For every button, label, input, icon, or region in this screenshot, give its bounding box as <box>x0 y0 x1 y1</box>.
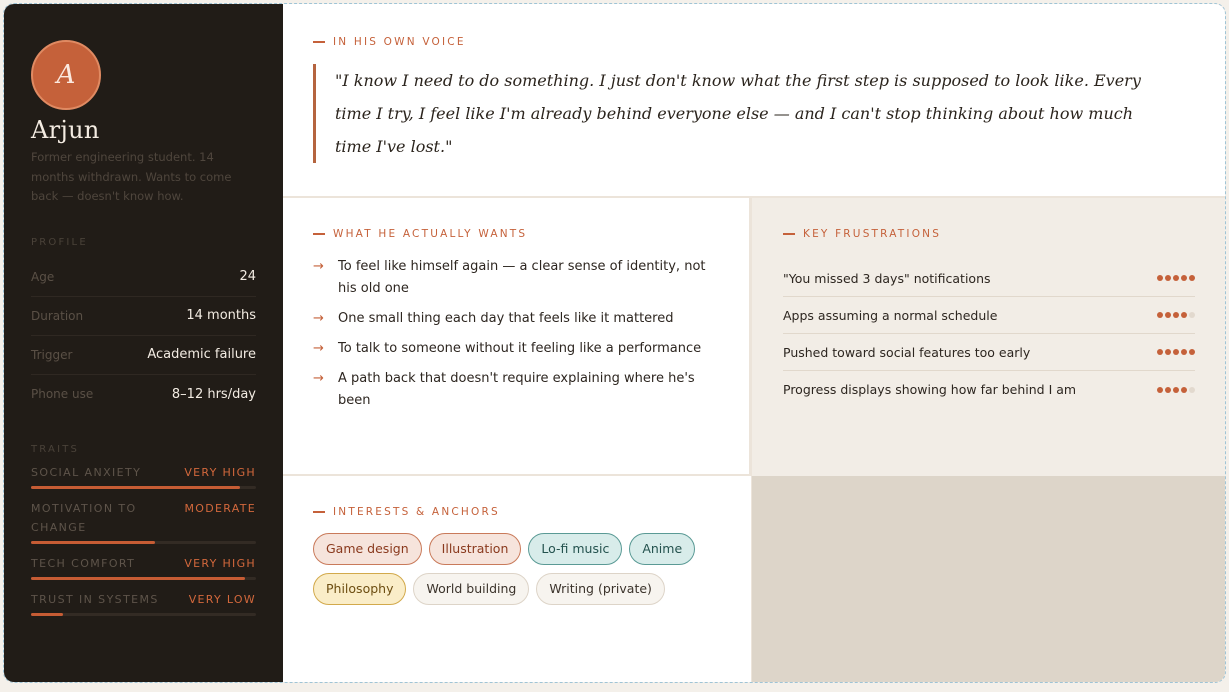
trait-bar <box>31 541 256 544</box>
frustrations-kicker: KEY FRUSTRATIONS <box>783 228 1195 240</box>
dash-icon <box>783 233 795 235</box>
interest-tag: Writing (private) <box>536 573 665 605</box>
interests-kicker: INTERESTS & ANCHORS <box>313 506 721 518</box>
wants-list <box>313 256 719 412</box>
trait-bar <box>31 486 256 489</box>
dash-icon <box>313 233 325 235</box>
trait-value: VERY LOW <box>188 592 256 606</box>
trait-bar <box>31 577 256 580</box>
quote-card <box>283 4 1225 198</box>
list-item: → To talk to someone without it feeling like a performance <box>313 338 719 360</box>
list-item <box>783 334 1195 371</box>
severity-dot <box>1165 387 1171 393</box>
profile-value: Academic failure <box>147 347 256 362</box>
persona-bio: Former engineering student. 14 months withdrawn. Wants to come back — doesn't know how. <box>31 150 232 203</box>
arrow-right-icon: → <box>313 371 324 386</box>
list-item: → To feel like himself again — a clear sense of identity, not his old one <box>313 256 719 300</box>
traits-section-label: TRAITS <box>31 443 80 455</box>
interest-tag: World building <box>413 573 529 605</box>
avatar <box>31 40 101 110</box>
trait-name: MOTIVATION TO CHANGE <box>31 501 137 534</box>
frustration-text: Pushed toward social features too early <box>783 344 1031 360</box>
interests-card <box>283 476 752 682</box>
main-content <box>283 4 1225 682</box>
dash-icon <box>313 41 325 43</box>
trait-bar-fill <box>31 613 63 616</box>
severity-dot <box>1165 349 1171 355</box>
severity-dot <box>1181 349 1187 355</box>
severity-dot <box>1157 312 1163 318</box>
severity-dot <box>1157 275 1163 281</box>
trait-name: TECH COMFORT <box>31 556 136 570</box>
frustration-text: Apps assuming a normal schedule <box>783 307 998 323</box>
trait <box>31 554 256 580</box>
profile-row <box>31 258 256 297</box>
severity-dot <box>1165 312 1171 318</box>
interest-tag: Lo-fi music <box>528 533 622 565</box>
persona-card <box>4 4 1225 682</box>
list-item <box>783 297 1195 334</box>
trait-name: TRUST IN SYSTEMS <box>31 592 159 606</box>
severity-dots <box>1157 349 1195 355</box>
interest-tag: Game design <box>313 533 422 565</box>
dash-icon <box>313 511 325 513</box>
profile-key: Trigger <box>31 347 73 362</box>
profile-key: Phone use <box>31 387 94 401</box>
severity-dots <box>1157 387 1195 393</box>
arrow-right-icon: → <box>313 311 324 326</box>
severity-dot <box>1165 275 1171 281</box>
severity-dot <box>1157 387 1163 393</box>
interest-tags <box>313 533 723 605</box>
frustrations-card <box>752 198 1225 476</box>
list-item: → One small thing each day that feels like it mattered <box>313 308 719 330</box>
interest-tag: Philosophy <box>313 573 406 605</box>
profile-row <box>31 375 256 414</box>
profile-value: 8–12 hrs/day <box>171 386 256 402</box>
traits-list <box>31 463 256 616</box>
severity-dots <box>1157 312 1195 318</box>
frustration-text: Progress displays showing how far behind I am <box>783 382 1077 397</box>
wants-card <box>283 198 752 476</box>
quote-kicker: IN HIS OWN VOICE <box>313 36 1195 48</box>
interest-tag: Illustration <box>429 533 522 565</box>
trait-bar-fill <box>31 577 245 580</box>
severity-dot <box>1173 387 1179 393</box>
trait <box>31 590 256 616</box>
severity-dot <box>1189 312 1195 318</box>
persona-name: Arjun <box>31 116 100 144</box>
profile-value: 14 months <box>186 308 256 323</box>
severity-dot <box>1173 349 1179 355</box>
trait <box>31 499 256 544</box>
frustration-text: "You missed 3 days" notifications <box>783 270 991 286</box>
empty-panel <box>752 476 1225 682</box>
list-item: → A path back that doesn't require explaining where he's been <box>313 368 719 412</box>
profile-row <box>31 297 256 336</box>
profile-key: Age <box>31 269 55 284</box>
severity-dot <box>1181 275 1187 281</box>
trait-value: VERY HIGH <box>184 556 256 570</box>
interest-tag: Anime <box>629 533 695 565</box>
list-item <box>783 260 1195 297</box>
severity-dot <box>1173 275 1179 281</box>
arrow-right-icon: → <box>313 259 324 274</box>
profile-row <box>31 336 256 375</box>
trait-bar <box>31 613 256 616</box>
severity-dot <box>1181 387 1187 393</box>
severity-dots <box>1157 275 1195 281</box>
persona-quote: "I know I need to do something. I just don't know what the first step is supposed to look like. Every time I try, I feel like I'm already behind everyone else — and I can't stop thinking about how much time I've lost." <box>313 64 1153 163</box>
severity-dot <box>1157 349 1163 355</box>
severity-dot <box>1181 312 1187 318</box>
trait-value: MODERATE <box>184 501 256 515</box>
profile-key: Duration <box>31 308 84 323</box>
trait <box>31 463 256 489</box>
trait-bar-fill <box>31 541 155 544</box>
arrow-right-icon: → <box>313 341 324 356</box>
avatar-initial: A <box>56 60 76 90</box>
trait-bar-fill <box>31 486 240 489</box>
frustrations-list <box>783 260 1195 408</box>
wants-kicker: WHAT HE ACTUALLY WANTS <box>313 228 719 240</box>
sidebar <box>4 4 283 682</box>
trait-name: SOCIAL ANXIETY <box>31 465 142 479</box>
severity-dot <box>1189 349 1195 355</box>
profile-section-label: PROFILE <box>31 236 88 248</box>
severity-dot <box>1189 275 1195 281</box>
profile-value: 24 <box>239 269 256 284</box>
list-item <box>783 371 1195 408</box>
trait-value: VERY HIGH <box>184 465 256 479</box>
profile-list <box>31 258 256 414</box>
severity-dot <box>1189 387 1195 393</box>
severity-dot <box>1173 312 1179 318</box>
